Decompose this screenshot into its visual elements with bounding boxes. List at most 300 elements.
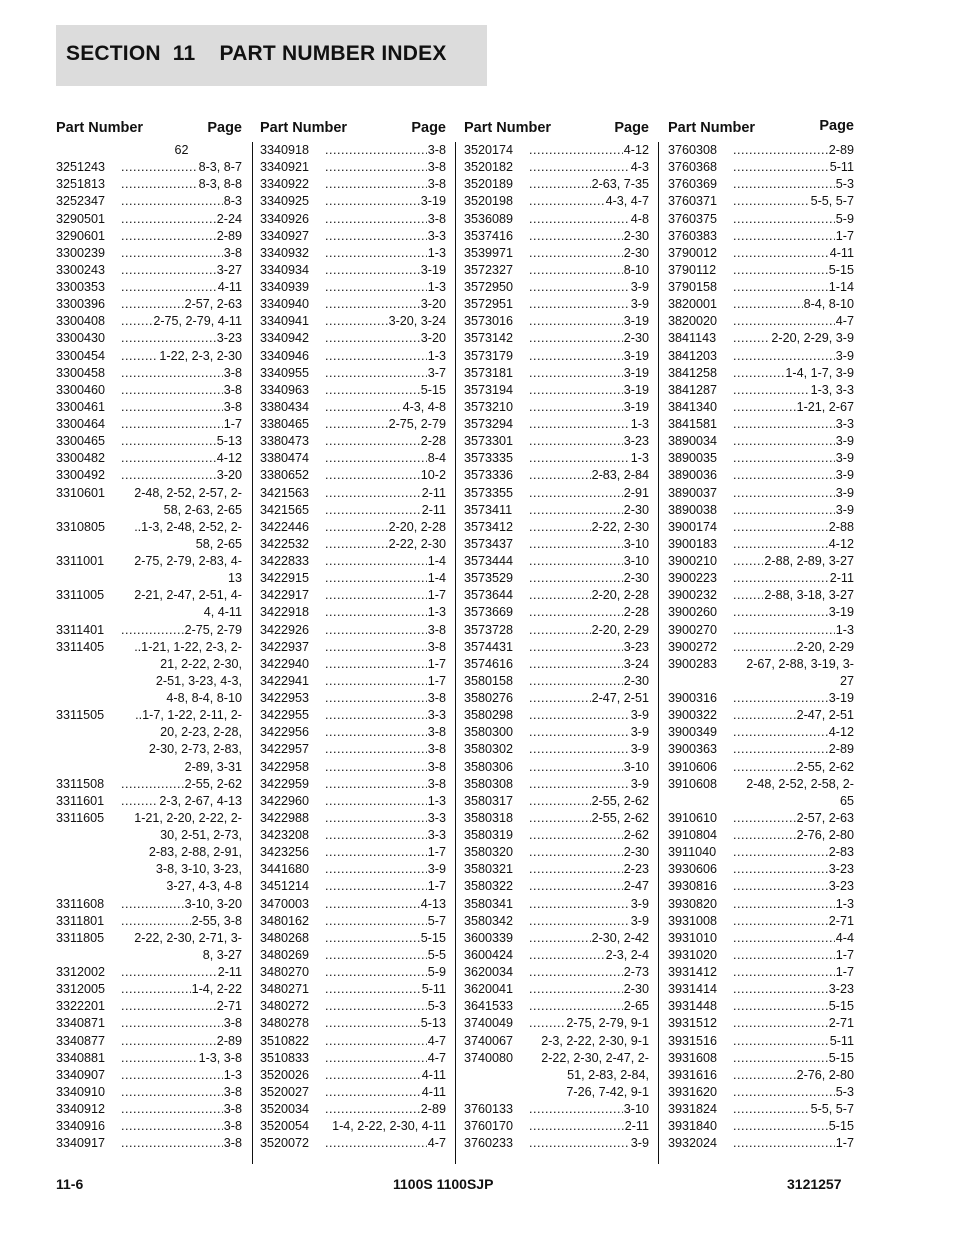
page-reference: 3-8	[427, 622, 446, 637]
part-number: 3441680	[260, 862, 310, 877]
index-entry	[668, 656, 854, 690]
dot-leader	[733, 502, 835, 519]
dot-leader	[529, 930, 591, 947]
index-entry	[668, 519, 854, 536]
dot-leader	[733, 1135, 835, 1152]
index-entry	[464, 433, 649, 450]
part-number: 3900223	[668, 571, 718, 586]
page-references	[733, 502, 854, 519]
page-reference: 3-9	[630, 708, 649, 723]
page-reference: 3-9	[630, 280, 649, 294]
part-number: 3480269	[260, 947, 310, 962]
page-reference: 3-9	[835, 485, 854, 500]
index-entry	[260, 930, 446, 947]
index-entry	[668, 450, 854, 467]
page-reference: 3-8	[223, 1119, 242, 1134]
dot-leader	[733, 1084, 835, 1101]
page-reference: 3-19	[623, 348, 649, 363]
index-entry	[668, 416, 854, 433]
dot-leader	[733, 313, 835, 330]
page-references	[529, 810, 649, 827]
dot-leader	[325, 724, 427, 741]
page-reference: 3-3	[835, 417, 854, 431]
part-number: 3251243	[56, 160, 106, 175]
page-references	[529, 416, 649, 433]
part-number: 3900260	[668, 605, 718, 620]
footer-doc-number: 3121257	[787, 1176, 842, 1192]
page-references	[733, 330, 854, 347]
dot-leader	[325, 570, 427, 587]
page-reference: 2-11	[421, 502, 446, 517]
dot-leader	[529, 399, 623, 416]
dot-leader	[529, 844, 623, 861]
page-reference-line: 27	[839, 673, 854, 688]
index-entry	[260, 502, 446, 519]
page-reference: 4-3, 4-7	[605, 194, 649, 209]
page-reference: 3-8	[223, 1016, 242, 1031]
part-number: 3422959	[260, 776, 310, 791]
index-entry	[260, 1033, 446, 1050]
index-entry	[260, 1067, 446, 1084]
part-number: 3841340	[668, 399, 718, 414]
dot-leader	[733, 690, 828, 707]
dot-leader	[325, 1015, 420, 1032]
part-number: 3931620	[668, 1084, 718, 1099]
page-references	[733, 450, 854, 467]
column-divider	[658, 142, 659, 1164]
index-entry	[668, 262, 854, 279]
page-reference: 3-9	[630, 1136, 649, 1151]
page-reference: 10-2	[420, 468, 446, 483]
dot-leader	[529, 776, 630, 793]
dot-leader	[529, 707, 630, 724]
part-number: 3931010	[668, 930, 718, 945]
page-reference: 2-30	[623, 228, 649, 243]
page-references	[529, 776, 649, 793]
part-number: 3572951	[464, 297, 514, 312]
page-reference: 1-7	[427, 845, 446, 860]
dot-leader	[325, 741, 427, 758]
index-entry	[464, 998, 649, 1015]
part-number: 3573142	[464, 331, 514, 346]
index-entry	[260, 416, 446, 433]
dot-leader	[121, 450, 216, 467]
part-number: 3580342	[464, 913, 514, 928]
part-number: 3422956	[260, 725, 310, 740]
page-references	[733, 1118, 854, 1135]
dot-leader	[733, 1101, 810, 1118]
dot-leader	[529, 793, 591, 810]
index-entry	[668, 639, 854, 656]
page-references	[733, 981, 854, 998]
dot-leader	[733, 245, 829, 262]
part-number: 3422958	[260, 759, 310, 774]
part-number: 3311608	[56, 896, 105, 911]
dot-leader	[121, 1101, 223, 1118]
page-reference: 3-23	[216, 331, 242, 346]
page-references	[733, 724, 854, 741]
dot-leader	[325, 810, 427, 827]
page-references	[733, 553, 854, 570]
page-reference-line: 2-48, 2-52, 2-57, 2-	[134, 485, 242, 500]
index-entry	[56, 159, 242, 176]
page-header: Page	[207, 120, 242, 136]
part-number: 3910606	[668, 759, 718, 774]
page-references	[529, 313, 649, 330]
page-references	[325, 604, 446, 621]
page-reference-line: 21, 2-22, 2-30,	[160, 656, 242, 671]
index-entry	[56, 348, 242, 365]
part-number: 3931840	[668, 1119, 718, 1134]
dot-leader	[121, 1118, 223, 1135]
dot-leader	[529, 913, 630, 930]
part-number: 3890038	[668, 502, 718, 517]
page-reference: 4-12	[828, 536, 854, 551]
page-reference: 3-10	[623, 536, 649, 551]
index-entry	[56, 365, 242, 382]
page-references	[733, 844, 854, 861]
page-reference: 3-8	[223, 382, 242, 397]
page-reference: 2-22, 2-30	[388, 536, 446, 551]
part-number: 3311508	[56, 776, 105, 791]
page-references	[325, 998, 446, 1015]
page-references	[325, 536, 446, 553]
page-references	[529, 1015, 649, 1032]
page-reference: 1-4	[427, 554, 446, 568]
dot-leader	[325, 844, 427, 861]
page-reference-line: 30, 2-51, 2-73,	[160, 828, 242, 842]
dot-leader	[325, 930, 420, 947]
page-references	[121, 485, 242, 519]
page-header: Page	[614, 120, 649, 136]
page-references	[325, 1067, 446, 1084]
page-reference: 1-3	[427, 605, 446, 620]
dot-leader	[325, 1067, 421, 1084]
index-entry	[260, 673, 446, 690]
part-number: 3510833	[260, 1050, 310, 1065]
page-references	[733, 998, 854, 1015]
page-reference-line: 2-51, 3-23, 4-3,	[155, 673, 242, 688]
index-entry	[260, 467, 446, 484]
dot-leader	[121, 793, 158, 810]
index-entry	[668, 553, 854, 570]
index-entry	[464, 416, 649, 433]
page-reference: 2-89	[828, 143, 854, 157]
index-entry	[464, 793, 649, 810]
page-references	[529, 861, 649, 878]
page-reference: 2-63, 7-35	[591, 177, 649, 192]
index-entry	[260, 553, 446, 570]
page-references	[325, 519, 446, 536]
part-number: 3300492	[56, 468, 106, 483]
page-reference: 3-9	[835, 451, 854, 466]
dot-leader	[325, 1050, 427, 1067]
page-reference: 3-20	[216, 468, 242, 483]
page-references	[529, 450, 649, 467]
part-number: 3422940	[260, 656, 310, 671]
page-reference: 8-10	[623, 262, 649, 277]
page-references	[529, 553, 649, 570]
page-reference-line: 4-8, 8-4, 8-10	[166, 691, 242, 705]
index-entry	[260, 193, 446, 210]
part-number: 3311605	[56, 810, 105, 825]
page-reference: 2-88, 2-89, 3-27	[764, 554, 854, 568]
dot-leader	[325, 1084, 421, 1101]
index-entry	[668, 707, 854, 724]
index-entry	[668, 228, 854, 245]
dot-leader	[733, 433, 835, 450]
page-references	[733, 519, 854, 536]
page-reference: 2-88	[828, 519, 854, 534]
index-entry	[668, 981, 854, 998]
page-reference: 2-75, 2-79	[184, 622, 242, 637]
index-entry	[464, 759, 649, 776]
page-reference: 1-7	[835, 965, 854, 979]
part-number: 3573179	[464, 348, 514, 363]
index-entry	[464, 211, 649, 228]
part-number: 3910608	[668, 776, 718, 791]
page-reference: 3-3	[427, 828, 446, 842]
part-number: 3312005	[56, 982, 106, 997]
part-number: 3740067	[464, 1033, 514, 1048]
index-entry	[56, 930, 242, 964]
page-references	[325, 810, 446, 827]
index-entry	[668, 896, 854, 913]
page-references	[733, 1033, 854, 1050]
page-references	[529, 741, 649, 758]
index-entry	[56, 433, 242, 450]
page-references	[121, 382, 242, 399]
page-reference: 2-23	[623, 862, 649, 877]
page-references	[733, 690, 854, 707]
page-reference-line: 2-75, 2-79, 2-83, 4-	[134, 554, 242, 568]
index-entry	[668, 741, 854, 758]
part-number: 3311505	[56, 708, 105, 723]
page-reference: 1-22, 2-3, 2-30	[159, 348, 242, 363]
part-number: 3760233	[464, 1136, 514, 1151]
part-number: 3340922	[260, 177, 310, 192]
page-reference: 5-15	[828, 1119, 854, 1134]
page-references	[733, 382, 854, 399]
index-entry	[56, 416, 242, 433]
page-reference: 2-28	[623, 605, 649, 620]
page-reference: 4-7	[427, 1136, 446, 1151]
dot-leader	[529, 365, 623, 382]
page-references	[121, 622, 242, 639]
page-references	[529, 193, 649, 210]
dot-leader	[325, 622, 427, 639]
part-number: 3510822	[260, 1033, 310, 1048]
page-references	[733, 485, 854, 502]
dot-leader	[733, 964, 835, 981]
part-number: 3573529	[464, 571, 514, 586]
page-references	[121, 810, 242, 896]
part-number: 3790012	[668, 245, 718, 260]
page-references	[325, 1084, 446, 1101]
index-entry	[464, 570, 649, 587]
dot-leader	[121, 1015, 223, 1032]
index-entry	[260, 998, 446, 1015]
dot-leader	[529, 142, 623, 159]
page-references	[529, 690, 649, 707]
page-reference-line: 65	[839, 793, 854, 808]
page-reference: 2-11	[217, 965, 242, 979]
part-number: 3573728	[464, 622, 514, 637]
index-entry	[464, 844, 649, 861]
page-references	[529, 485, 649, 502]
index-entry	[668, 176, 854, 193]
dot-leader	[121, 348, 158, 365]
index-entry	[464, 245, 649, 262]
index-entry	[668, 1050, 854, 1067]
dot-leader	[733, 262, 828, 279]
page-references	[121, 330, 242, 347]
index-entry	[668, 502, 854, 519]
page-reference: 3-9	[835, 468, 854, 483]
index-entry	[260, 759, 446, 776]
page-reference: 4-4	[835, 930, 854, 945]
page-reference: 1-3	[835, 622, 854, 637]
page-references	[733, 964, 854, 981]
index-entry	[464, 622, 649, 639]
dot-leader	[733, 570, 829, 587]
index-entry	[668, 467, 854, 484]
page-references	[529, 348, 649, 365]
index-entry	[668, 878, 854, 895]
dot-leader	[325, 707, 427, 724]
index-entry	[464, 947, 649, 964]
dot-leader	[529, 1118, 624, 1135]
page-reference: 2-30	[623, 245, 649, 260]
page-reference: 2-20, 2-29	[591, 622, 649, 637]
page-reference: 3-3	[427, 810, 446, 825]
dot-leader	[733, 330, 770, 347]
page-reference: 8-3	[223, 194, 242, 209]
part-number-header: Part Number	[260, 120, 348, 136]
page-reference: 5-15	[828, 999, 854, 1014]
dot-leader	[733, 1033, 829, 1050]
index-entry	[56, 176, 242, 193]
page-reference: 3-8	[223, 1084, 242, 1099]
index-entry	[56, 485, 242, 519]
part-number: 3790112	[668, 262, 717, 277]
page-references	[325, 690, 446, 707]
index-entry	[464, 348, 649, 365]
index-entry	[668, 724, 854, 741]
dot-leader	[121, 382, 223, 399]
part-number-header: Part Number	[464, 120, 552, 136]
dot-leader	[529, 759, 623, 776]
dot-leader	[121, 1084, 223, 1101]
dot-leader	[529, 245, 623, 262]
index-entry	[56, 1033, 242, 1050]
dot-leader	[325, 313, 388, 330]
page-references	[733, 159, 854, 176]
page-references	[733, 827, 854, 844]
page-references	[733, 296, 854, 313]
index-entry	[464, 536, 649, 553]
part-number: 3422957	[260, 742, 310, 757]
part-number: 3931516	[668, 1033, 718, 1048]
page-references	[121, 639, 242, 708]
page-reference: 2-75, 2-79, 4-11	[153, 314, 242, 329]
page-references	[529, 673, 649, 690]
dot-leader	[325, 262, 420, 279]
dot-leader	[325, 947, 427, 964]
dot-leader	[733, 416, 835, 433]
part-number: 3932024	[668, 1136, 718, 1151]
part-number: 3900210	[668, 554, 718, 568]
page-references	[325, 553, 446, 570]
part-number: 3340927	[260, 228, 310, 243]
page-references	[325, 724, 446, 741]
page-references	[325, 759, 446, 776]
page-references	[529, 622, 649, 639]
index-entry	[668, 193, 854, 210]
page-references	[733, 707, 854, 724]
dot-leader	[325, 279, 427, 296]
part-number: 3620034	[464, 965, 514, 979]
dot-leader	[529, 1101, 623, 1118]
dot-leader	[325, 142, 427, 159]
index-entry	[668, 279, 854, 296]
page-reference: 2-47, 2-51	[591, 691, 649, 705]
page-reference: 3-8	[427, 725, 446, 740]
page-reference: 2-11	[829, 571, 854, 586]
index-entry	[260, 450, 446, 467]
index-rows	[260, 142, 446, 1152]
part-number: 3580302	[464, 742, 514, 757]
index-entry	[668, 776, 854, 810]
part-number: 3900363	[668, 742, 718, 757]
part-number: 3911040	[668, 845, 717, 860]
part-number: 3422955	[260, 708, 310, 723]
index-entry	[260, 741, 446, 758]
dot-leader	[529, 690, 591, 707]
index-entry	[668, 142, 854, 159]
page-references	[733, 639, 854, 656]
part-number: 3311401	[56, 622, 105, 637]
index-entry	[464, 1101, 649, 1118]
page-references	[325, 844, 446, 861]
part-number: 3380434	[260, 399, 310, 414]
index-column-1	[56, 0, 242, 1235]
part-number: 3422941	[260, 673, 310, 688]
index-entry	[56, 519, 242, 553]
part-number: 3573016	[464, 314, 514, 329]
dot-leader	[733, 707, 796, 724]
index-entry	[464, 382, 649, 399]
index-entry	[260, 142, 446, 159]
page-reference: 3-8	[427, 742, 446, 757]
page-reference: 5-3	[835, 1084, 854, 1099]
page-references	[529, 502, 649, 519]
dot-leader	[121, 416, 223, 433]
part-number: 3910610	[668, 810, 718, 825]
part-number: 3520027	[260, 1084, 310, 1099]
page-reference-line: 2-48, 2-52, 2-58, 2-	[746, 776, 854, 791]
page-reference: 8-3, 8-8	[198, 177, 242, 192]
part-number: 3340918	[260, 143, 310, 157]
page-reference: 3-8	[427, 143, 446, 157]
page-references	[121, 193, 242, 210]
part-number: 3520189	[464, 177, 514, 192]
index-entry	[56, 193, 242, 210]
part-number: 3422918	[260, 605, 310, 620]
part-number: 3520054	[260, 1119, 310, 1134]
column-header	[668, 119, 854, 139]
dot-leader	[121, 913, 191, 930]
